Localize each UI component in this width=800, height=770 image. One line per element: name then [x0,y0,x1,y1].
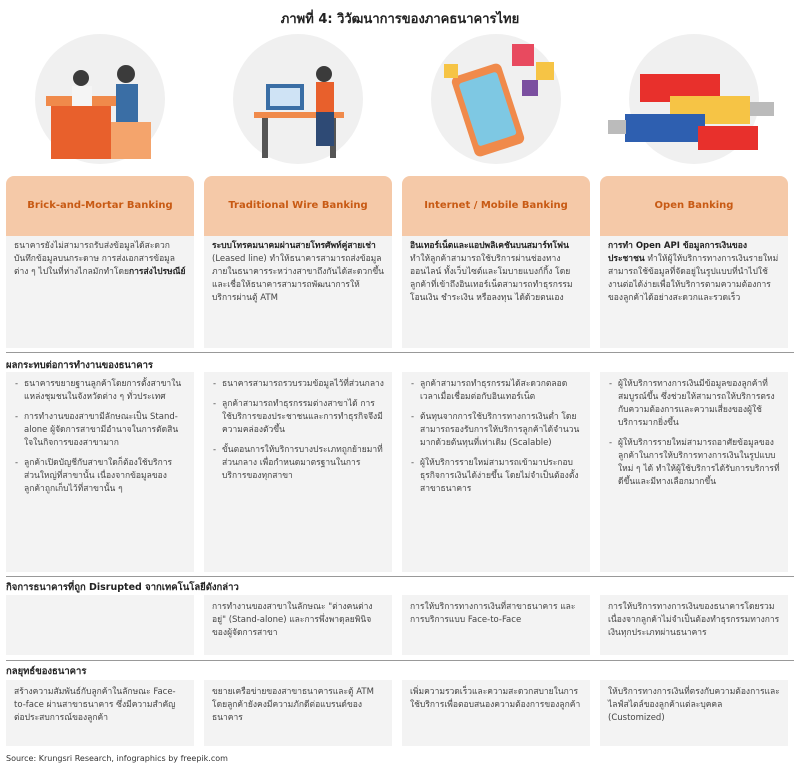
column-description: อินเทอร์เน็ตและแอปพลิเคชันบนสมาร์ทโฟน ทำให้ลูกค้าสามารถใช้บริการผ่านช่องทางออนไลน์ ทั้งเว็บไซต์และโมบายแบงก์กิ้ง โดยลูกค้าที่เข้าถึงอินเทอร์เน็ตสามารถทำธุรกรรมโอนเงิน ชำระเงิน หรือลงทุน ได้ด้วยตนเอง [402,236,590,348]
disrupted-box: การให้บริการทางการเงินที่สาขาธนาคาร และการบริการแบบ Face-to-Face [402,595,590,655]
illustration-open-banking [600,34,788,174]
section-title-disrupted: กิจการธนาคารที่ถูก Disrupted จากเทคโนโลยีดังกล่าว [6,582,239,593]
impact-box [600,372,788,572]
section-divider [6,352,794,353]
list-item: - ต้นทุนจากการใช้บริการทางการเงินต่ำ โดยสามารถรองรับการให้บริการลูกค้าได้จำนวนมากด้วยต้นทุนที่เท่าเดิม (Scalable) [420,411,582,450]
column-description: การทำ Open API ข้อมูลการเงินของประชาชน ทำให้ผู้ให้บริการทางการเงินรายใหม่สามารถใช้ข้อมูลที่จัดอยู่ในรูปแบบที่นำไปใช้งานต่อได้ง่ายเพื่อให้บริการตามความต้องการของลูกค้าได้อย่างสะดวกและรวดเร็ว [600,236,788,348]
column-header-open-banking: Open Banking [600,176,788,236]
impact-box [6,372,194,572]
list-item: - ผู้ให้บริการทางการเงินมีข้อมูลของลูกค้าที่สมบูรณ์ขึ้น ซึ่งช่วยให้สามารถให้บริการตรงกับความต้องการและความเสี่ยงของผู้ใช้บริการมากยิ่งขึ้น [618,378,780,430]
disrupted-box: การให้บริการทางการเงินของธนาคารโดยรวม เนื่องจากลูกค้าไม่จำเป็นต้องทำธุรกรรมทางการเงินทุกประเภทผ่านธนาคาร [600,595,788,655]
list-item: - ธนาคารขยายฐานลูกค้าโดยการตั้งสาขาในแหล่งชุมชนในจังหวัดต่าง ๆ ทั่วประเทศ [24,378,186,404]
impact-box [204,372,392,572]
list-item: - ขั้นตอนการให้บริการบางประเภทถูกย้ายมาที่ส่วนกลาง เพื่อกำหนดมาตรฐานในการบริการของทุกสาขา [222,444,384,483]
disrupted-box: การทำงานของสาขาในลักษณะ "ต่างคนต่างอยู่" (Stand-alone) และการพึ่งพาดุลยพินิจของผู้จัดการสาขา [204,595,392,655]
list-item: - ผู้ให้บริการรายใหม่สามารถเข้ามาประกอบธุรกิจการเงินได้ง่ายขึ้น โดยไม่จำเป็นต้องตั้งสาขาธนาคาร [420,457,582,496]
list-item: - ผู้ให้บริการรายใหม่สามารถอาศัยข้อมูลของลูกค้าในการให้บริการทางการเงินในรูปแบบใหม่ ๆ ได้ ทำให้ผู้ใช้บริการได้รับการบริการที่ดีขึ้นและมีทางเลือกมากขึ้น [618,437,780,489]
illustration-wire-banking [204,34,392,174]
column-header-mobile-banking: Internet / Mobile Banking [402,176,590,236]
disrupted-box [6,595,194,655]
figure-title: ภาพที่ 4: วิวัฒนาการของภาคธนาคารไทย [280,12,520,27]
column-header-brick-and-mortar: Brick-and-Mortar Banking [6,176,194,236]
section-divider [6,660,794,661]
strategy-box: สร้างความสัมพันธ์กับลูกค้าในลักษณะ Face-to-face ผ่านสาขาธนาคาร ซึ่งมีความสำคัญต่อประสบการณ์ของลูกค้า [6,680,194,746]
list-item: - ลูกค้าเปิดบัญชีกับสาขาใดก็ต้องใช้บริการส่วนใหญ่ที่สาขานั้น เนื่องจากข้อมูลของลูกค้าถูกเก็บไว้ที่สาขานั้น ๆ [24,457,186,496]
column-description: ระบบโทรคมนาคมผ่านสายโทรศัพท์คู่สายเช่า (Leased line) ทำให้ธนาคารสามารถส่งข้อมูลภายในธนาคารระหว่างสาขาถึงกันได้สะดวกขึ้น และเชื่อให้ธนาคารสามารถพัฒนาการให้บริการผ่านตู้ ATM [204,236,392,348]
illustration-brick-and-mortar [6,34,194,174]
list-item: - การทำงานของสาขามีลักษณะเป็น Stand-alone ผู้จัดการสาขามีอำนาจในการตัดสินใจในกิจการของสาขามาก [24,411,186,450]
section-title-impact: ผลกระทบต่อการทำงานของธนาคาร [6,360,154,371]
illustration-mobile-banking [402,34,590,174]
strategy-box: เพิ่มความรวดเร็วและความสะดวกสบายในการใช้บริการเพื่อตอบสนองความต้องการของลูกค้า [402,680,590,746]
list-item: - ลูกค้าสามารถทำธุรกรรมต่างสาขาได้ การใช้บริการของประชาชนและการทำธุรกิจจึงมีความคล่องตัวขึ้น [222,398,384,437]
column-description: ธนาคารยังไม่สามารถรับส่งข้อมูลได้สะดวก บันทึกข้อมูลบนกระดาษ การส่งเอกสารข้อมูลต่าง ๆ ไปในที่ห่างไกลมักทำโดยการส่งไปรษณีย์ [6,236,194,348]
section-divider [6,576,794,577]
strategy-box: ขยายเครือข่ายของสาขาธนาคารและตู้ ATM โดยลูกค้ายังคงมีความภักดีต่อแบรนด์ของธนาคาร [204,680,392,746]
strategy-box: ให้บริการทางการเงินที่ตรงกับความต้องการและไลฟ์สไตล์ของลูกค้าแต่ละบุคคล (Customized) [600,680,788,746]
list-item: - ธนาคารสามารถรวบรวมข้อมูลไว้ที่ส่วนกลาง [222,378,384,391]
impact-box [402,372,590,572]
column-header-wire-banking: Traditional Wire Banking [204,176,392,236]
section-title-strategy: กลยุทธ์ของธนาคาร [6,666,87,677]
source-note: Source: Krungsri Research, infographics by freepik.com [6,754,228,763]
list-item: - ลูกค้าสามารถทำธุรกรรมได้สะดวกตลอดเวลาเมื่อเชื่อมต่อกับอินเทอร์เน็ต [420,378,582,404]
